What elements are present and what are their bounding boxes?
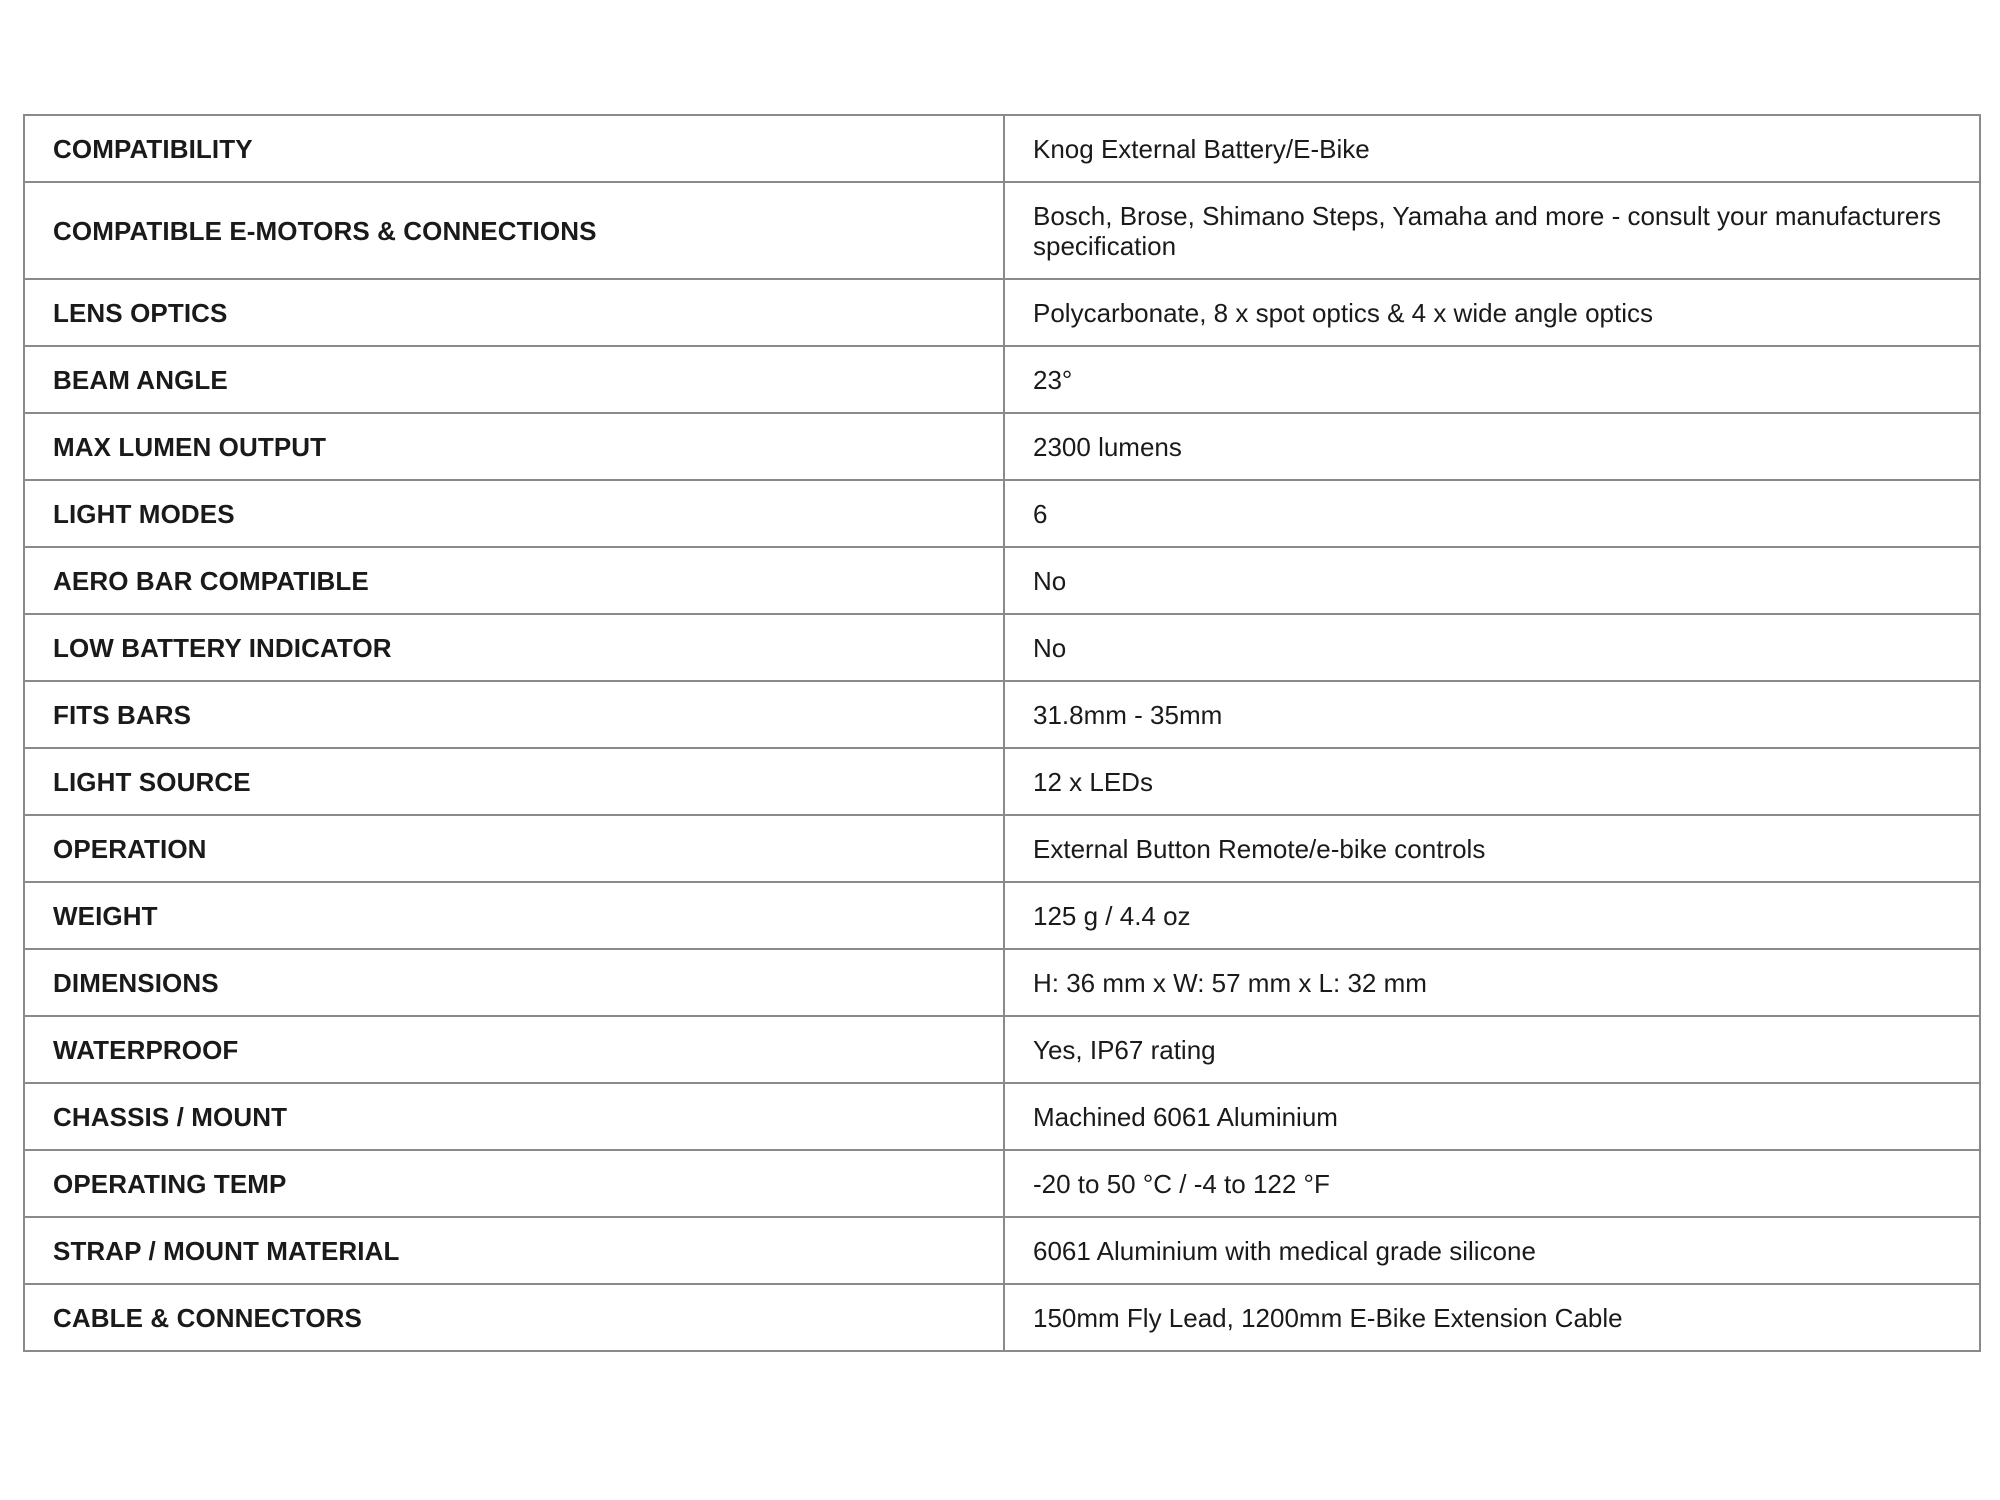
spec-label: CABLE & CONNECTORS bbox=[24, 1284, 1004, 1351]
spec-value: 31.8mm - 35mm bbox=[1004, 681, 1980, 748]
table-row bbox=[24, 115, 1980, 182]
spec-label: MAX LUMEN OUTPUT bbox=[24, 413, 1004, 480]
spec-label: CHASSIS / MOUNT bbox=[24, 1083, 1004, 1150]
table-row bbox=[24, 1217, 1980, 1284]
spec-value: 2300 lumens bbox=[1004, 413, 1980, 480]
spec-value: No bbox=[1004, 547, 1980, 614]
spec-label: LENS OPTICS bbox=[24, 279, 1004, 346]
table-row bbox=[24, 949, 1980, 1016]
spec-label: COMPATIBILITY bbox=[24, 115, 1004, 182]
spec-label: LOW BATTERY INDICATOR bbox=[24, 614, 1004, 681]
spec-value: No bbox=[1004, 614, 1980, 681]
spec-label: WATERPROOF bbox=[24, 1016, 1004, 1083]
spec-value: H: 36 mm x W: 57 mm x L: 32 mm bbox=[1004, 949, 1980, 1016]
table-row bbox=[24, 547, 1980, 614]
table-row bbox=[24, 1083, 1980, 1150]
spec-value: 23° bbox=[1004, 346, 1980, 413]
spec-value: Yes, IP67 rating bbox=[1004, 1016, 1980, 1083]
spec-label: OPERATING TEMP bbox=[24, 1150, 1004, 1217]
spec-label: FITS BARS bbox=[24, 681, 1004, 748]
table-row bbox=[24, 413, 1980, 480]
spec-label: COMPATIBLE E-MOTORS & CONNECTIONS bbox=[24, 182, 1004, 279]
spec-value: Machined 6061 Aluminium bbox=[1004, 1083, 1980, 1150]
spec-label: WEIGHT bbox=[24, 882, 1004, 949]
spec-label: OPERATION bbox=[24, 815, 1004, 882]
spec-table bbox=[23, 114, 1981, 1352]
table-row bbox=[24, 279, 1980, 346]
spec-label: BEAM ANGLE bbox=[24, 346, 1004, 413]
spec-label: LIGHT SOURCE bbox=[24, 748, 1004, 815]
table-row bbox=[24, 1150, 1980, 1217]
table-row bbox=[24, 480, 1980, 547]
table-row bbox=[24, 681, 1980, 748]
table-row bbox=[24, 1284, 1980, 1351]
table-row bbox=[24, 882, 1980, 949]
table-row bbox=[24, 182, 1980, 279]
spec-value: Bosch, Brose, Shimano Steps, Yamaha and more - consult your manufacturers specification bbox=[1004, 182, 1980, 279]
spec-value: Knog External Battery/E-Bike bbox=[1004, 115, 1980, 182]
spec-value: Polycarbonate, 8 x spot optics & 4 x wide angle optics bbox=[1004, 279, 1980, 346]
spec-label: LIGHT MODES bbox=[24, 480, 1004, 547]
spec-value: External Button Remote/e-bike controls bbox=[1004, 815, 1980, 882]
table-row bbox=[24, 815, 1980, 882]
spec-label: AERO BAR COMPATIBLE bbox=[24, 547, 1004, 614]
spec-value: 6 bbox=[1004, 480, 1980, 547]
spec-value: 12 x LEDs bbox=[1004, 748, 1980, 815]
table-row bbox=[24, 614, 1980, 681]
spec-label: DIMENSIONS bbox=[24, 949, 1004, 1016]
table-row bbox=[24, 1016, 1980, 1083]
spec-value: -20 to 50 °C / -4 to 122 °F bbox=[1004, 1150, 1980, 1217]
spec-value: 6061 Aluminium with medical grade silicone bbox=[1004, 1217, 1980, 1284]
table-row bbox=[24, 346, 1980, 413]
spec-value: 150mm Fly Lead, 1200mm E-Bike Extension Cable bbox=[1004, 1284, 1980, 1351]
table-row bbox=[24, 748, 1980, 815]
spec-value: 125 g / 4.4 oz bbox=[1004, 882, 1980, 949]
spec-label: STRAP / MOUNT MATERIAL bbox=[24, 1217, 1004, 1284]
